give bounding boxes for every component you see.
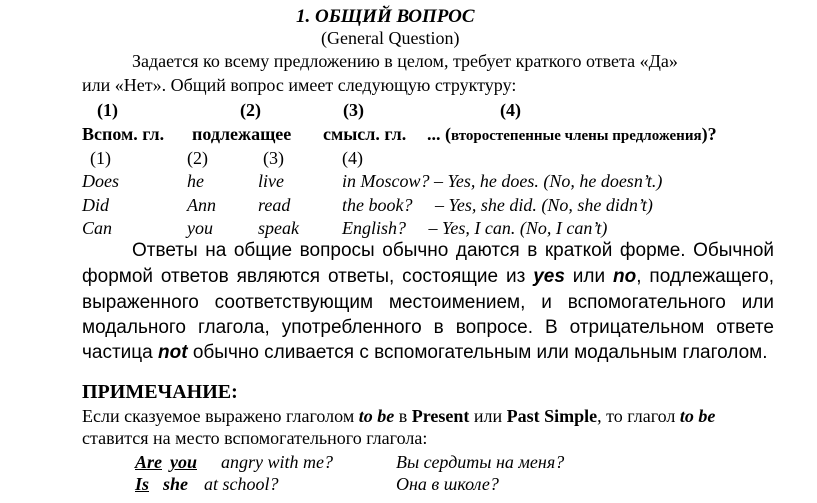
example-number: (2) xyxy=(187,148,208,168)
example-number: (4) xyxy=(342,148,363,168)
example-subject: you xyxy=(187,218,213,238)
intro-line-2: или «Нет». Общий вопрос имеет следующую структуру: xyxy=(82,75,517,95)
example-aux: Can xyxy=(82,218,113,238)
example-verb: speak xyxy=(258,218,299,238)
structure-number: (3) xyxy=(343,100,364,120)
example-number: (3) xyxy=(263,148,284,168)
note-title: ПРИМЕЧАНИЕ: xyxy=(82,381,238,403)
page-title: 1. ОБЩИЙ ВОПРОС xyxy=(296,6,475,27)
example-rest: English? – Yes, I can. (No, I can’t) xyxy=(342,218,608,238)
intro-line-1: Задается ко всему предложению в целом, требует краткого ответа «Да» xyxy=(132,51,678,71)
structure-part-secondary: ... (второстепенные члены предложения)? xyxy=(427,124,717,144)
answers-line-2: формой ответов являются ответы, состоящие из yes или no, подлежащего, xyxy=(82,266,774,287)
example-rest: the book? – Yes, she did. (No, she didn’t) xyxy=(342,195,653,215)
example-aux: Does xyxy=(82,171,119,191)
example-number: (1) xyxy=(90,148,111,168)
example-verb: read xyxy=(258,195,291,215)
note-example-subject: you xyxy=(170,452,197,472)
example-rest: in Moscow? – Yes, he does. (No, he doesn’t.) xyxy=(342,171,663,191)
structure-part-verb: смысл. гл. xyxy=(323,124,407,144)
page-subtitle: (General Question) xyxy=(321,28,460,48)
note-example-subject: she xyxy=(163,474,189,494)
note-example-rest: at school? xyxy=(204,474,279,494)
note-example-translation: Она в школе? xyxy=(396,474,499,494)
note-example-verb: Is xyxy=(135,474,150,494)
note-line-2: ставится на место вспомогательного глагола: xyxy=(82,428,428,448)
example-subject: he xyxy=(187,171,204,191)
structure-number: (4) xyxy=(500,100,521,120)
note-example-rest: angry with me? xyxy=(221,452,333,472)
answers-line-1: Ответы на общие вопросы обычно даются в краткой форме. Обычной xyxy=(132,240,774,261)
structure-number: (1) xyxy=(97,100,118,120)
example-verb: live xyxy=(258,171,284,191)
structure-part-subject: подлежащее xyxy=(192,124,292,144)
note-line-1: Если сказуемое выражено глаголом to be в Present или Past Simple, то глагол to be xyxy=(82,406,716,426)
answers-line-3: выраженного соответствующим местоимением, и вспомогательного или xyxy=(82,292,774,313)
structure-number: (2) xyxy=(240,100,261,120)
note-example-verb: Are xyxy=(135,452,162,472)
example-aux: Did xyxy=(82,195,109,215)
structure-part-aux: Вспом. гл. xyxy=(82,124,165,144)
answers-line-5: частица not обычно сливается с вспомогательным или модальным глаголом. xyxy=(82,342,768,363)
note-example-translation: Вы сердиты на меня? xyxy=(396,452,565,472)
answers-line-4: модального глагола, употребленного в вопросе. В отрицательном ответе xyxy=(82,317,774,338)
example-subject: Ann xyxy=(187,195,216,215)
